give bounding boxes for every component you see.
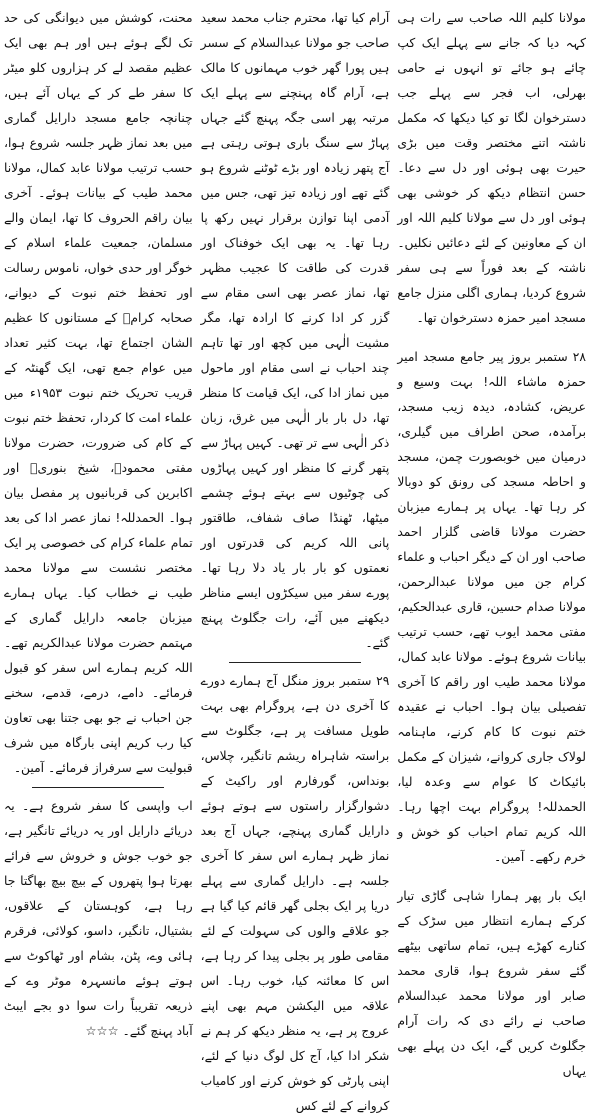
paragraph: آرام کیا تھا، محترم جناب محمد سعید صاحب جو مولانا عبدالسلام کے سسر ہیں پورا گھر خوب مہمانوں کا مالک ہے، آرام گاہ پہنچنے سے پہلے ایک مرتبہ پھر اسی جگہ پہنچ گئے جہاں پہاڑ سے سنگ باری ہوتی رہتی ہے آج پتھر زیادہ اور بڑے ٹوٹنے شروع ہو گئے تھے اور زیادہ تیز تھی، جس میں آدمی اپنا توازن برقرار نہیں رکھ پا رہا تھا۔ یہ بھی ایک خوفناک اور قدرت کی طاقت کا عجیب مظہر تھا، نماز عصر بھی اسی مقام سے گزر کر ادا کرنے کا ارادہ تھا، مگر مشیت الٰہی میں کچھ اور تھا تاہم چند احباب نے اسی مقام اور ماحول میں نماز ادا کی، ایک قیامت کا منظر تھا، دل بار بار الٰہی میں غرق، زبان ذکر الٰہی سے تر تھی۔ کہیں پہاڑ سے پتھر گرنے کا منظر اور کہیں پہاڑوں کی چوٹیوں سے بہتے ہوئے چشمے میٹھا، ٹھنڈا صاف شفاف، طاقتور پانی اللہ کریم کی قدرتوں اور نعمتوں کو بار بار یاد دلا رہا تھا۔ پورے سفر میں سیکڑوں ایسے مناظر دیکھنے میں آئے، رات جگلوٹ پہنچ گئے۔ (200, 11, 390, 650)
end-mark-stars: ☆☆☆ (85, 1024, 119, 1038)
section-divider (229, 662, 361, 663)
paragraph: ایک بار پھر ہمارا شاہی گاڑی تیار کرکے ہمارے انتظار میں سڑک کے کنارے کھڑے ہیں، تمام ساتھی بیٹھے گئے سفر شروع ہوا، قاری محمد صابر اور مولانا محمد عبدالسلام صاحب نے رائے دی کہ رات آرام جگلوٹ کریں گے، ایک دن پہلے بھی یہاں (397, 889, 586, 1078)
paragraph (4, 794, 193, 1044)
paragraph-gap (397, 870, 586, 884)
paragraph: ۲۸ ستمبر بروز پیر جامع مسجد امیر حمزہ ماشاء اللہ! بہت وسیع و عریض، کشادہ، دیدہ زیب مسجد، برآمدہ، صحن اطراف میں گیلری، درمیان میں خوبصورت چمن، مسجد و احاطہ مسجد کی رونق کو دوبالا کر رہا تھا۔ یہاں پر ہمارے میزبان حضرت مولانا قاضی گلزار احمد صاحب اور ان کے دیگر احباب و علماء کرام جن میں مولانا عبدالرحمن، مولانا صدام حسین، قاری عبدالحکیم، مفتی محمد ایوب تھے، حسب ترتیب بیانات شروع ہوئے۔ مولانا عابد کمال، مولانا محمد طیب اور راقم کا آخری تفصیلی بیان ہوا۔ احباب نے عقیدہ ختم نبوت کا کام کرنے، ماہنامہ لولاک جاری کروانے، شیزان کے مکمل بائیکاٹ کا عوام سے وعدہ لیا، الحمدللہ! پروگرام بہت اچھا رہا۔ اللہ کریم تمام احباب کو خوش و خرم رکھے۔ آمین۔ (397, 350, 586, 864)
paragraph: محنت، کوشش میں دیوانگی کی حد تک لگے ہوئے ہیں اور ہم بھی ایک عظیم مقصد لے کر ہزاروں کلو میٹر کا سفر طے کر کے یہاں آئے ہیں، چنانچہ جامع مسجد دارایل گماری میں بعد نماز ظہر جلسہ شروع ہوا، حسب ترتیب مولانا عابد کمال، مولانا محمد طیب کے بیانات ہوئے۔ آخری بیان راقم الحروف کا تھا، ایمان والے مسلمان، جمعیت علماء اسلام کے خوگر اور حدی خواں، ناموس رسالت اور تحفظ ختم نبوت کے دیوانے، صحابہ کرامؓ کے مستانوں کا عظیم الشان اجتماع تھا، بہت کثیر تعداد میں عوام جمع تھی، ایک گھنٹہ کے قریب تحریک ختم نبوت ۱۹۵۳ء میں علماء امت کا کردار، تحفظ ختم نبوت کے کام کی ضرورت، حضرت مولانا مفتی محمودؒ، شیخ بنوریؒ اور اکابرین کی قربانیوں پر مفصل بیان ہوا۔ الحمدللہ! نماز عصر ادا کی بعد تمام علماء کرام کی خصوصی پر ایک مختصر نشست سے مولانا محمد طیب نے خطاب کیا۔ یہاں ہمارے میزبان جامعہ دارایل گماری کے مہتمم حضرت مولانا عبدالکریم تھے۔ اللہ کریم ہمارے اس سفر کو قبول فرمائے۔ دامے، درمے، قدمے، سخنے جن احباب نے جو بھی جتنا بھی تعاون کیا رب کریم اپنی بارگاہ میں شرف قبولیت سے سرفراز فرمائے۔ آمین۔ (3, 11, 193, 775)
paragraph-text: اب واپسی کا سفر شروع ہے۔ یہ دریائے دارایل اور یہ دریائے تانگیر ہے، جو خوب جوش و خروش سے فرائے بھرتا ہوا پتھروں کے بیچ بیچ بھاگتا جا رہا ہے، کوہستان کے علاقوں، بشتیال، تانگیر، داسو، کولائی، فرقرم ہائی وے، پٹن، بشام اور ٹھاکوٹ سے ہوتے ہوئے مانسہرہ موٹر وے کے ذریعہ تقریباً رات سوا دو بجے ایبٹ آباد پہنچ گئے۔ (3, 799, 193, 1038)
column-middle (200, 6, 390, 1113)
section-divider (32, 787, 164, 788)
paragraph-gap (397, 331, 586, 345)
paragraph: ۲۹ ستمبر بروز منگل آج ہمارے دورے کا آخری دن ہے، پروگرام بھی بہت طویل مسافت پر ہے، جگلوٹ سے براستہ شاہراہ ریشم تانگیر، چلاس، بونداس، گورفارم اور راکیٹ کے دشوارگزار راستوں سے ہوتے ہوئے دارایل گماری پہنچے، جہاں آج بعد نماز ظہر ہمارے اس سفر کا آخری جلسہ ہے۔ دارایل گماری سے پہلے دریا پر ایک بجلی گھر قائم کیا گیا ہے جو علاقے والوں کی سہولت کے لئے مقامی طور پر بجلی پیدا کر رہا ہے، اس کا معائنہ کیا، خوب رہا۔ اس علاقہ میں الیکشن مہم بھی اپنے عروج پر ہے، یہ منظر دیکھ کر ہم نے شکر ادا کیا، آج کل لوگ دنیا کے لئے، اپنی پارٹی کو خوش کرنے اور کامیاب کروانے کے لئے کس (200, 674, 390, 1113)
column-right (397, 6, 586, 1078)
column-left (3, 6, 193, 1038)
paragraph: مولانا کلیم اللہ صاحب سے رات ہی کہہ دیا کہ جانے سے پہلے ایک کپ چائے ہو جائے تو انہوں نے حامی بھرلی، اب فجر سے پہلے جب دسترخوان لگا تو کیا دیکھا کہ مکمل ناشتہ اتنے مختصر وقت میں بڑی حیرت بھی ہوئی اور دل سے دعا۔ حسن انتظام دیکھ کر خوشی بھی ہوئی اور دل سے مولانا کلیم اللہ اور ان کے معاونین کے لئے دعائیں نکلیں۔ ناشتہ کے بعد فوراً سے ہی سفر شروع کردیا، ہماری اگلی منزل جامع مسجد امیر حمزہ دسترخوان تھا۔ (397, 11, 586, 325)
